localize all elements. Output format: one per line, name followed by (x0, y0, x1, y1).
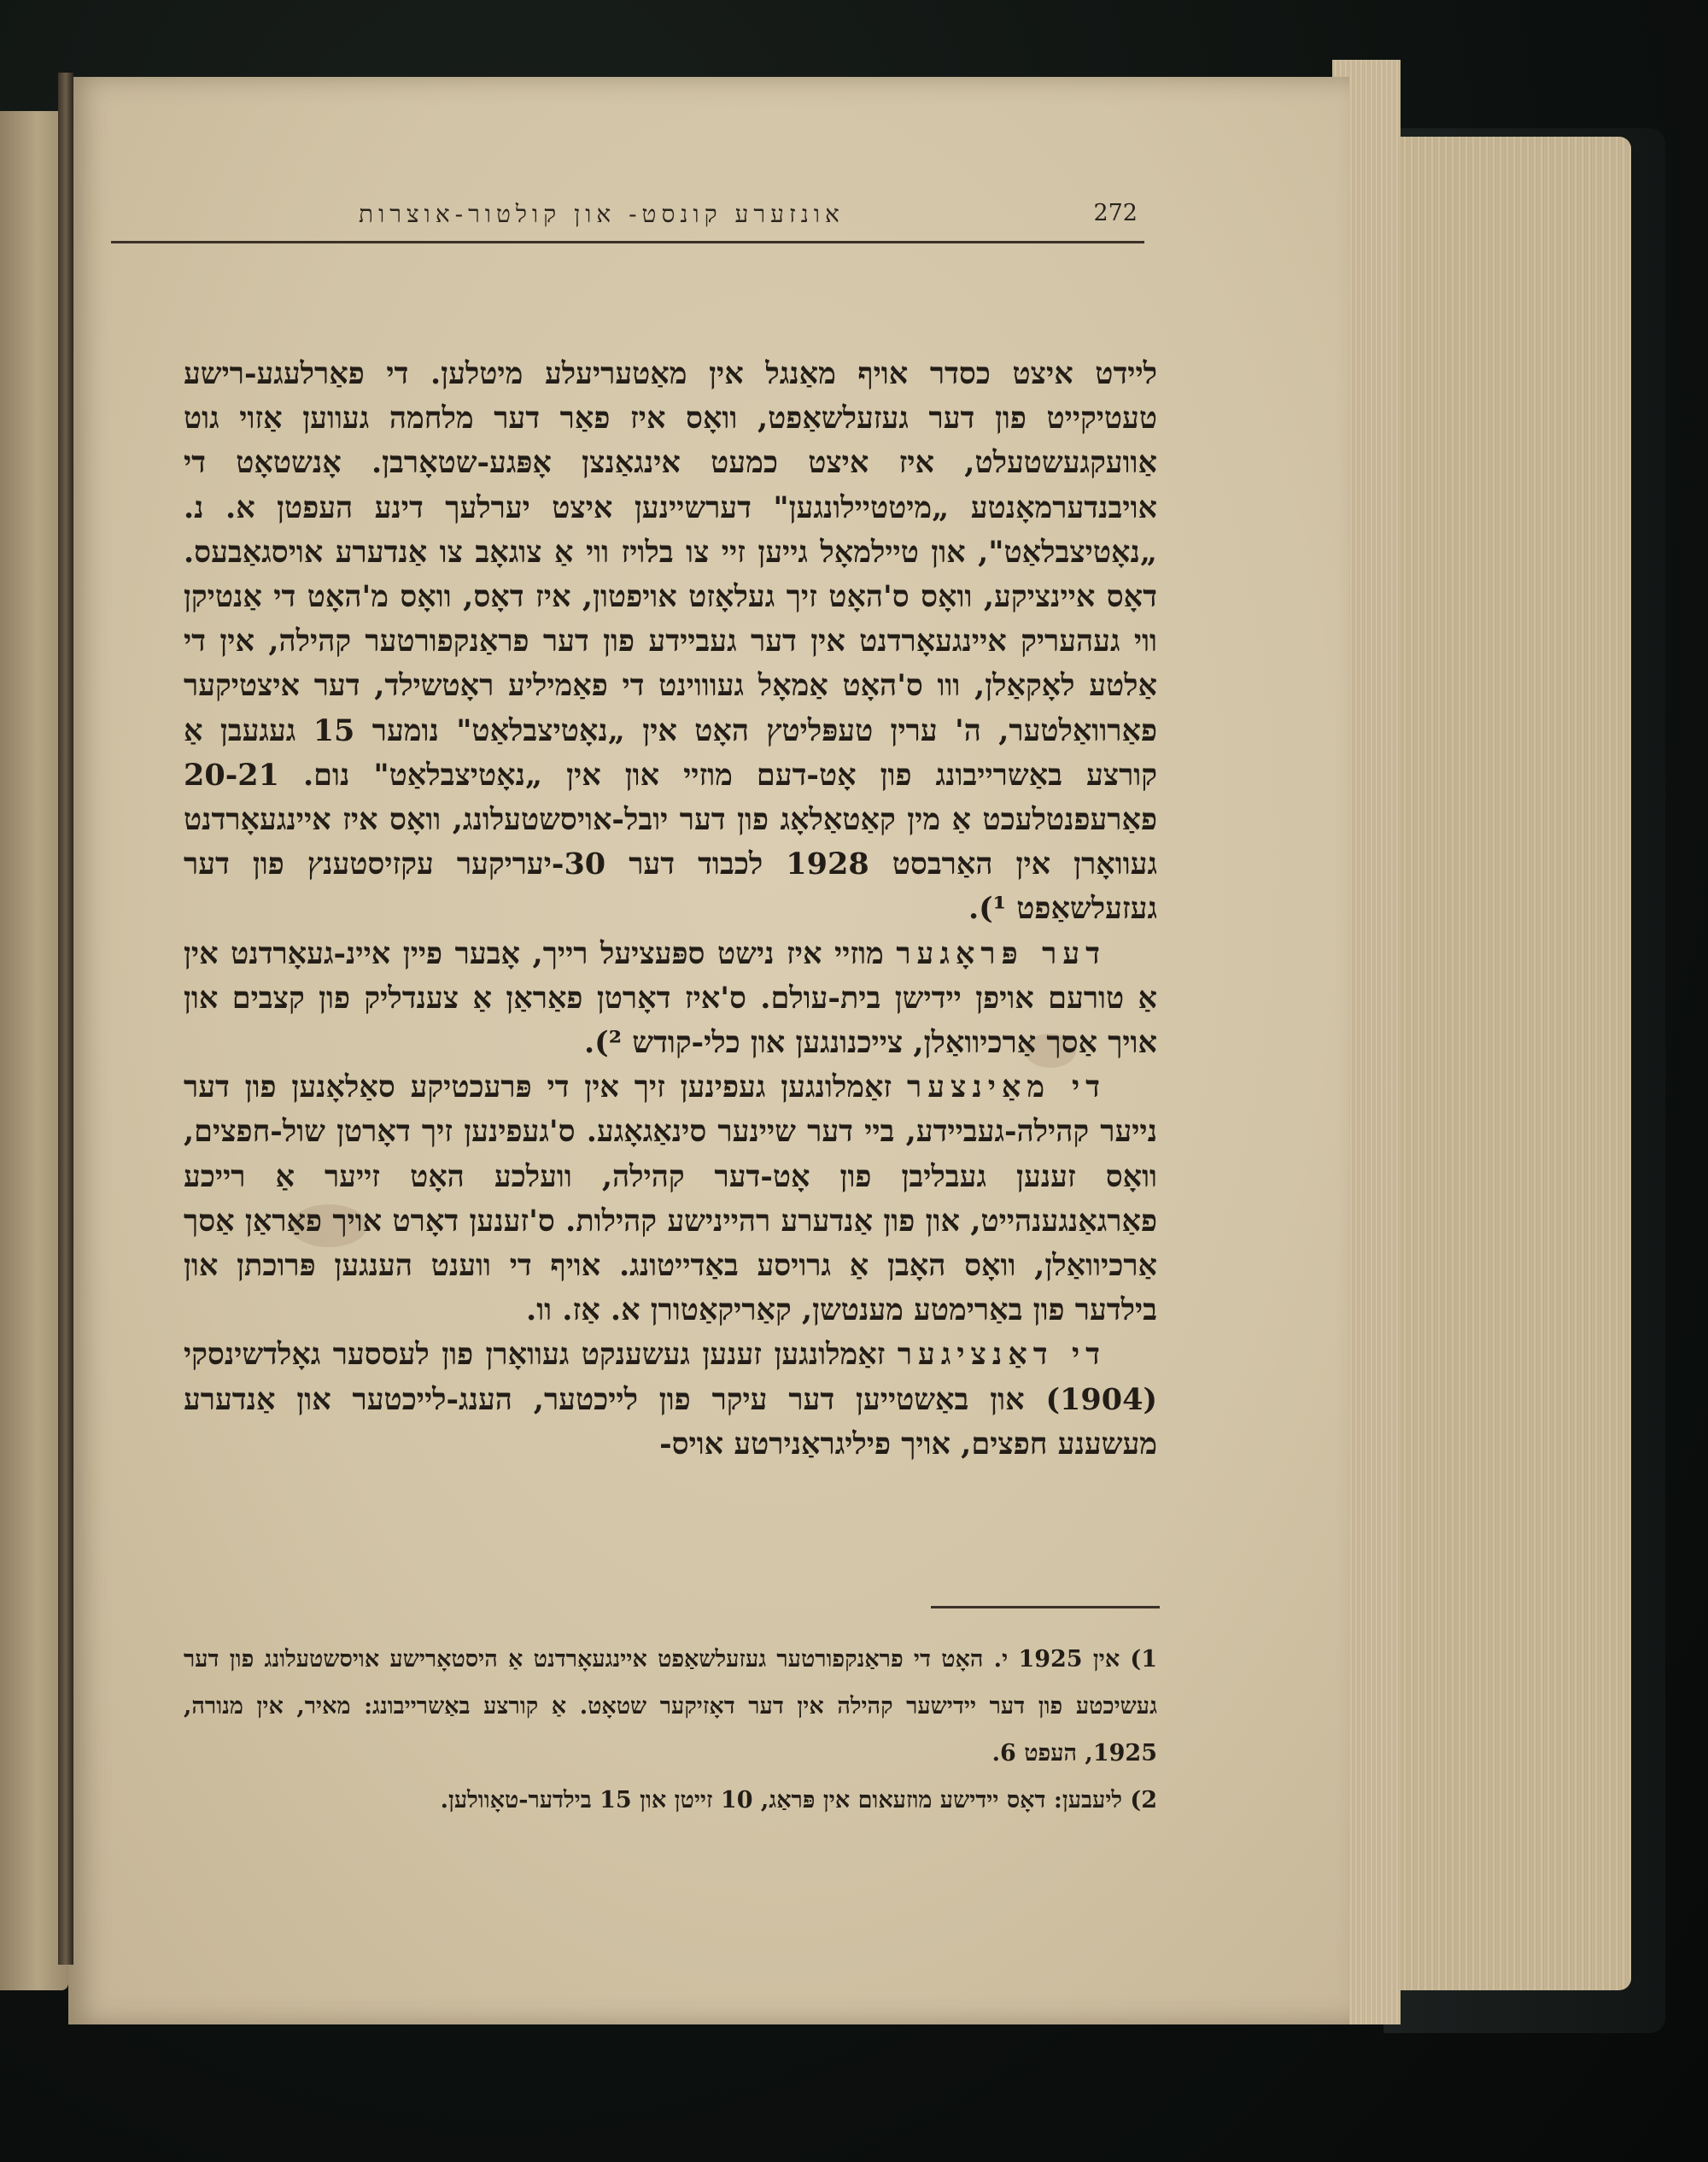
main-text (184, 352, 1157, 1467)
footnote-2: 2) ליעבען: דאָס יידישע מוזעאום אין פּראַג, 10 זייטן און 15 בילדער-טאָוולען. (440, 1787, 1157, 1813)
paragraph-spaced-lead: דער פּראָגער (896, 935, 1106, 971)
paragraph-danzig (184, 1333, 1157, 1467)
page-number: 272 (1093, 200, 1138, 226)
paragraph-spaced-lead: די דאַנציגער (897, 1337, 1106, 1373)
paragraph-spaced-lead: די מאַינצער (907, 1069, 1106, 1105)
running-title: אונזערע קונסט- און קולטור-אוצרות (359, 200, 845, 228)
paragraph-text: זאַמלונגען געפינען זיך אין די פּרעכטיקע סאַלאָנען פון דער נייער קהילה-געביידע, ביי דער שיינער סינאַגאָגע. ס'געפינען זיך דאָרטן שול-חפצים, וואָס זענען געבליבן פון אָט-דער קהילה, וועלכע האָט זייער אַ רייכע פאַרגאַנגענהייט, און פון אַנדערע רהיינישע קהילות. ס'זענען דאָרט אויך פאַראַן אַסך אַרכיוואַלן, וואָס האָבן אַ גרויסע באַדייטונג. אויף די ווענט הענגען פּרוכתן און בילדער פון באַרימטע מענטשן, קאַריקאַטורן א. אַז. וו. (184, 1069, 1157, 1328)
footnotes (184, 1636, 1157, 1824)
paragraph-text: ליידט איצט כסדר אויף מאַנגל אין מאַטעריעלע מיטלען. די פאַרלעגע-רישע טעטיקייט פון דער געזעלשאַפט, וואָס איז פאַר דער מלחמה געווען אַזוי גוט אַוועקגעשטעלט, איז איצט כמעט אינגאַנצן אָפּגע-שטאָרבן. אָנשטאָט די אויבנדערמאָנטע „מיטטיילונגען" דערשיינען איצט יערלעך דינע העפטן א. נ. „נאָטיצבלאַט", און טיילמאָל גייען זיי צו בלויז ווי אַ צוגאָב צו אַנדערע אויסגאַבעס. דאָס איינציקע, וואָס ס'האָט זיך געלאָזט אויפטון, איז דאָס, וואָס מ'האָט די אַנטיקן ווי געהעריק איינגעאָרדנט אין דער געביידע פון דער פראַנקפורטער קהילה, אין די אַלטע לאָקאַלן, ווו ס'האָט אַמאָל געוווינט די פאַמיליע ראָטשילד, דער איצטיקער פאַרוואַלטער, ה' ערין טעפּליטץ האָט אין „נאָטיצבלאַט" נומער 15 געגעבן אַ קורצע באַשרייבונג פון אָט-דעם מוזיי און אין „נאָטיצבלאַט" נום. 20-21 פאַרעפנטלעכט אַ מין קאַטאַלאָג פון דער יובל-אויסשטעלונג, וואָס איז איינגעאָרדנט געוואָרן אין האַרבסט 1928 לכבוד דער 30-יעריקער עקזיסטענץ פון דער געזעלשאַפט ¹). (184, 356, 1158, 927)
footnote-1: 1) אין 1925 י. האָט די פראַנקפורטער געזעלשאַפט איינגעאָרדנט אַ היסטאָרישע אויסשטעלונג פון דער געשיכטע פון דער יידישער קהילה אין דער דאָזיקער שטאָט. אַ קורצע באַשרייבונג: מאיר, אין מנורה, 1925, העפט 6. (184, 1646, 1158, 1767)
paragraph-text: זאַמלונגען זענען געשענקט געוואָרן פון לעססער גאָלדשינסקי (1904) און באַשטייען דער עיקר פון לייכטער, הענג-לייכטער און אַנדערע מעשענע חפצים, אויך פיליגראַנירטע אויס- (184, 1337, 1157, 1462)
paragraph-mainz (184, 1065, 1157, 1333)
paragraph-frankfurt (184, 352, 1157, 932)
paragraph-prague (184, 932, 1157, 1066)
footnote-rule (931, 1606, 1160, 1608)
paragraph-text: מוזיי איז נישט ספּעציעל רייך, אָבער פיין איינ-געאָרדנט אין אַ טורעם אויפן יידישן בית-עולם. ס'איז דאָרטן פאַראַן אַ צענדליק פון קצבים און אויך אַסך אַרכיוואַלן, צייכנונגען און כלי-קודש ²). (184, 935, 1157, 1061)
book-gutter (58, 73, 73, 1965)
running-header (111, 198, 1144, 243)
book-page-block (1401, 137, 1631, 1990)
